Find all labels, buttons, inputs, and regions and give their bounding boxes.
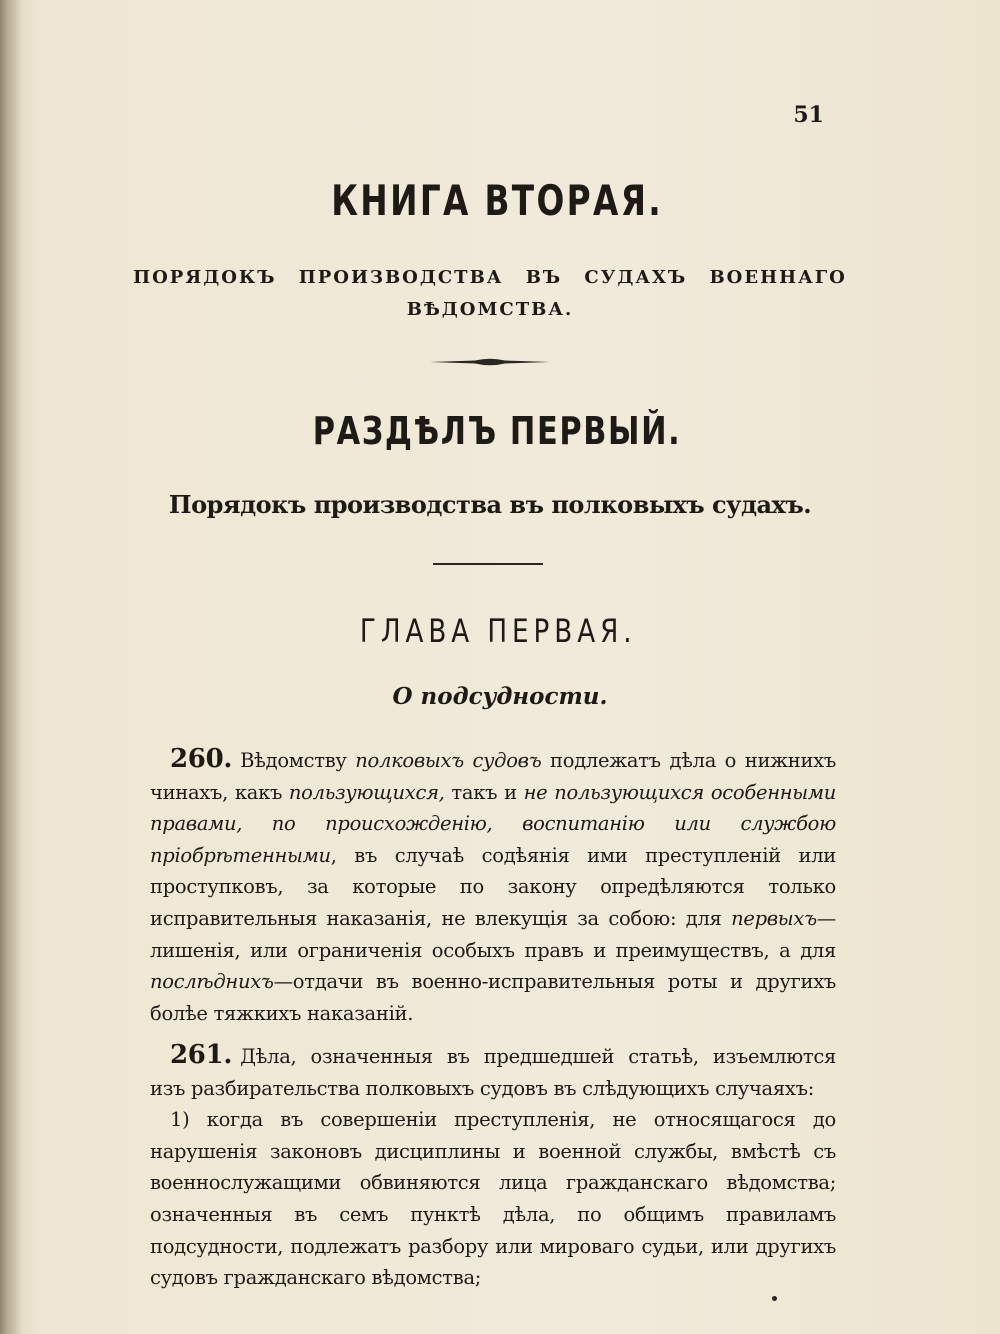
article-paragraph [150,1040,836,1104]
article-261 [150,1040,836,1294]
article-text: —отдачи въ военно-исправительныя роты и другихъ болѣе тяжкихъ наказаній. [150,970,836,1025]
page-gutter-shadow [0,0,22,1334]
article-italic-text: послѣднихъ [150,970,274,994]
article-italic-text: не пользующихся особенными правами, по происхожденію, воспитанію или службою пріобрѣтенными [150,780,836,867]
article-text: Дѣла, означенныя въ предшедшей статьѣ, изъемлются изъ разбирательства полковыхъ судовъ въ слѣдующихъ случаяхъ: [150,1045,836,1100]
section-rule [433,563,543,565]
article-text: подлежатъ дѣла о нижнихъ чинахъ, какъ [150,749,836,804]
article-number: 261. [170,1040,233,1070]
article-italic-text: полковыхъ судовъ [355,749,542,772]
article-number: 260. [170,744,233,774]
ink-dot [772,1296,777,1301]
article-text: Вѣдомству [240,749,356,772]
article-clause-1: 1) когда въ совершеніи преступленія, не относящагося до нарушенія законовъ дисциплины и военной службы, вмѣстѣ съ военнослужащими обвиняются лица гражданскаго вѣдомства; означенныя въ семъ пунктѣ дѣла, по общимъ правиламъ подсудности, подлежатъ разбору или мироваго судьи, или другихъ судовъ гражданскаго вѣдомства; [150,1108,836,1290]
chapter-title: ГЛАВА ПЕРВАЯ. [359,612,637,650]
ornament-divider [430,354,550,370]
article-italic-text: первыхъ [731,906,817,930]
article-text: такъ и [444,780,524,804]
book-subtitle: ПОРЯДОКЪ ПРОИЗВОДСТВА ВЪ СУДАХЪ ВОЕННАГО ВѢДОМСТВА. [133,267,847,320]
article-italic-text: пользующихся, [288,780,445,804]
article-260 [150,744,836,1029]
book-title: КНИГА ВТОРАЯ. [331,176,664,225]
article-text: , въ случаѣ содѣянія ими преступленій или проступковъ, за которые по закону опредѣляются только исправительныя наказанія, не влекущія за собою: для [150,843,836,930]
chapter-subtitle: О подсудности. [392,683,608,710]
section-subtitle: Порядокъ производства въ полковыхъ судахъ. [168,490,812,519]
section-title: РАЗДѢЛЪ ПЕРВЫЙ. [312,409,682,453]
page-number: 51 [793,102,824,128]
article-text: —лишенія, или ограниченія особыхъ правъ и преимуществъ, а для [150,906,836,962]
